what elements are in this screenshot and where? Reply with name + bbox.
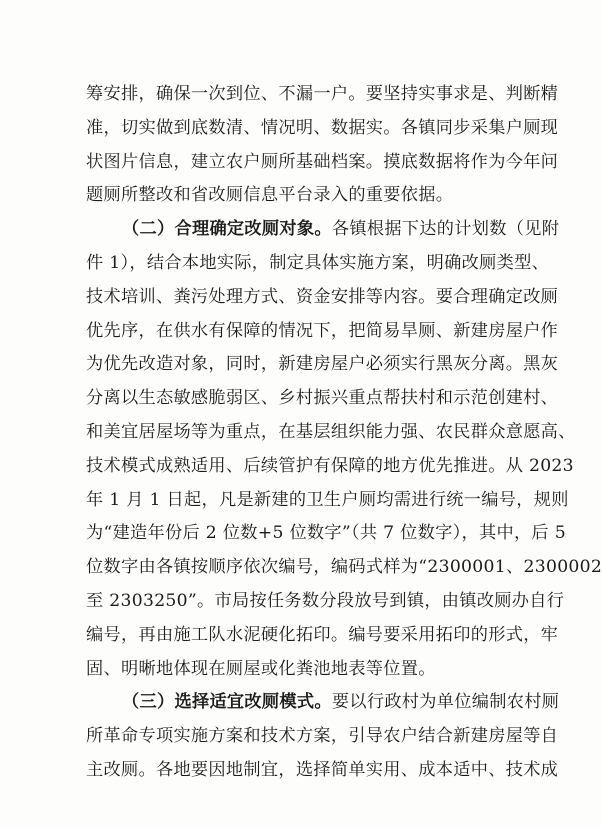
- text-line: 年 1 月 1 日起，凡是新建的卫生户厕均需进行统一编号，规则: [86, 489, 569, 510]
- text-line: 为“建造年份后 2 位数+5 位数字”（共 7 位数字），其中，后 5: [86, 523, 566, 544]
- section-heading: （三）选择适宜改厕模式。: [122, 692, 332, 713]
- section-heading-line: [86, 213, 560, 247]
- text-line: 技术模式成熟适用、后续管护有保障的地方优先推进。从 2023: [86, 455, 574, 476]
- section-2: [86, 213, 602, 686]
- text-line: 和美宜居屋场等为重点，在基层组织能力强、农民群众意愿高、: [86, 421, 576, 442]
- text-line: 分离以生态敏感脆弱区、乡村振兴重点帮扶村和示范创建村、: [86, 388, 559, 409]
- text-line: 主改厕。各地要因地制宜，选择简单实用、成本适中、技术成: [86, 759, 559, 780]
- text-line: 优先序，在供水有保障的情况下，把简易旱厕、新建房屋户作: [86, 320, 559, 341]
- text-run: 各镇根据下达的计划数（见附: [331, 219, 560, 240]
- text-line: 编号，再由施工队水泥硬化拓印。编号要采用拓印的形式，牢: [86, 624, 559, 645]
- text-line: 为优先改造对象，同时，新建房屋户必须实行黑灰分离。黑灰: [86, 354, 559, 375]
- text-line: 位数字由各镇按顺序依次编号，编码式样为“2300001、2300002: [86, 557, 602, 578]
- text-line: 筹安排，确保一次到位、不漏一户。要坚持实事求是、判断精: [86, 84, 559, 104]
- text-line: 件 1），结合本地实际，制定具体实施方案，明确改厕类型、: [86, 252, 550, 273]
- section-3: [86, 686, 560, 787]
- text-line: 题厕所整改和省改厕信息平台录入的重要依据。: [86, 185, 454, 206]
- section-heading-line: [86, 686, 560, 720]
- section-heading: （二）合理确定改厕对象。: [122, 219, 332, 240]
- text-line: 至 2303250”。市局按任务数分段放号到镇，由镇改厕办自行: [86, 590, 565, 611]
- text-line: 技术培训、粪污处理方式、资金安排等内容。要合理确定改厕: [86, 286, 559, 307]
- text-run: 要以行政村为单位编制农村厕: [331, 692, 560, 713]
- text-line: 状图片信息，建立农户厕所基础档案。摸底数据将作为今年问: [86, 151, 559, 172]
- paragraph: [86, 78, 559, 213]
- text-line: 准，切实做到底数清、情况明、数据实。各镇同步采集户厕现: [86, 117, 559, 138]
- text-line: 所革命专项实施方案和技术方案，引导农户结合新建房屋等自: [86, 726, 559, 747]
- text-line: 固、明晰地体现在厕屋或化粪池地表等位置。: [86, 658, 436, 679]
